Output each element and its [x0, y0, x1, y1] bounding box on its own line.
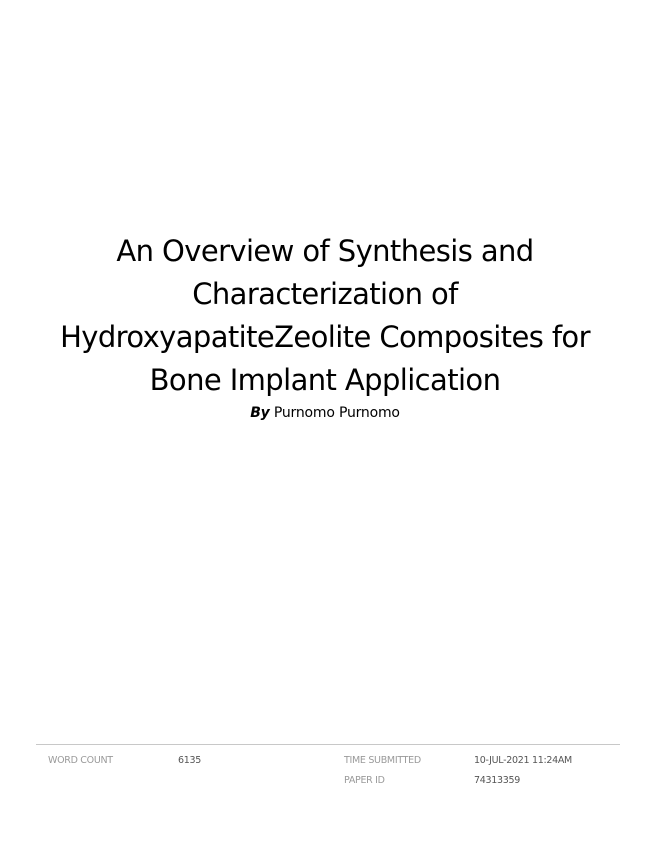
- paper-id-label: PAPER ID: [344, 775, 385, 786]
- cover-title-block: [0, 230, 650, 422]
- time-submitted-value: 10-JUL-2021 11:24AM: [474, 755, 572, 766]
- footer-divider: [36, 744, 620, 745]
- byline-prefix: By: [250, 405, 270, 421]
- word-count-label: WORD COUNT: [48, 755, 113, 766]
- title-line: An Overview of Synthesis and: [116, 234, 534, 268]
- time-submitted-label: TIME SUBMITTED: [344, 755, 421, 766]
- title-line: Bone Implant Application: [149, 363, 501, 397]
- title-line: HydroxyapatiteZeolite Composites for: [60, 320, 590, 354]
- word-count-value: 6135: [178, 755, 201, 766]
- byline: [0, 404, 650, 422]
- document-title: [0, 230, 650, 402]
- author-name: Purnomo Purnomo: [273, 405, 400, 421]
- paper-id-value: 74313359: [474, 775, 520, 786]
- title-line: Characterization of: [192, 277, 458, 311]
